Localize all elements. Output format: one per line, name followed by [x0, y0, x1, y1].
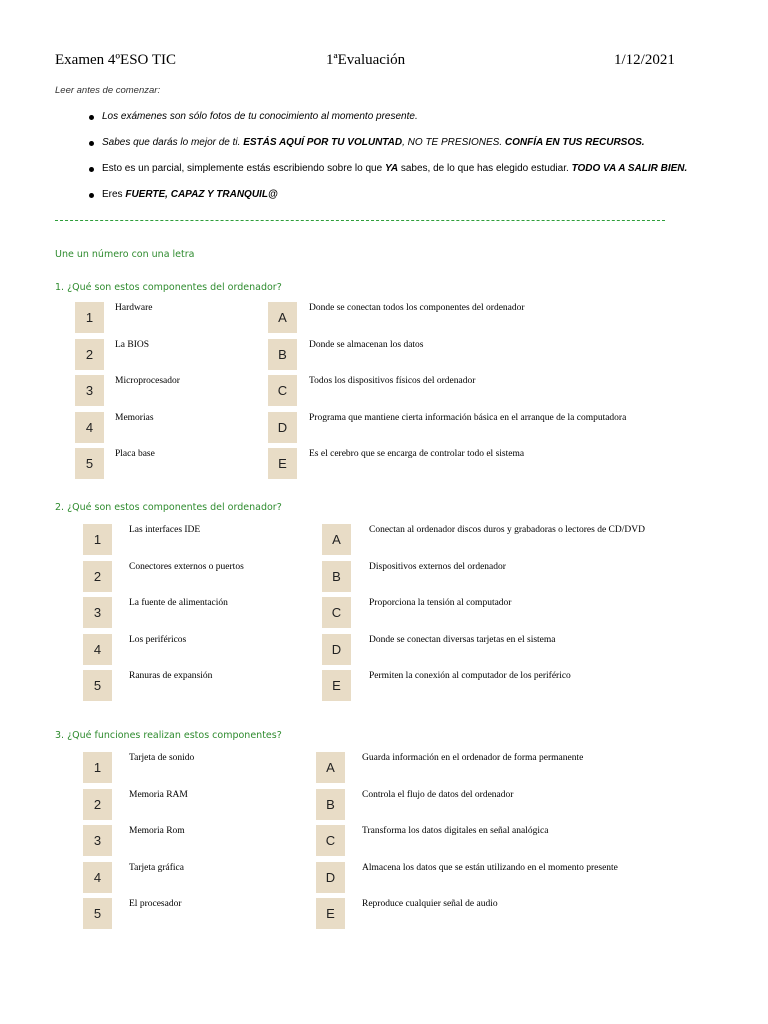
definition-label: Permiten la conexión al computador de los periférico — [369, 671, 571, 681]
number-box: 1 — [83, 752, 112, 783]
bullet-text: FUERTE, CAPAZ Y TRANQUIL@ — [125, 189, 278, 200]
intro-bullet-2 — [102, 137, 645, 148]
definition-label: Todos los dispositivos físicos del ordenador — [309, 376, 476, 386]
bullet-text: Los exámenes son sólo fotos de tu conocimiento al momento presente. — [102, 111, 418, 122]
number-box: 4 — [83, 634, 112, 665]
number-box: 4 — [75, 412, 104, 443]
term-label: La fuente de alimentación — [129, 598, 228, 608]
bullet-text: ESTÁS AQUÍ POR TU VOLUNTAD — [243, 137, 403, 148]
definition-label: Almacena los datos que se están utilizando en el momento presente — [362, 863, 618, 873]
bullet-text: Sabes que darás lo mejor de ti. — [102, 137, 244, 148]
definition-label: Programa que mantiene cierta información básica en el arranque de la computadora — [309, 413, 627, 423]
intro-bullet-1 — [102, 111, 418, 122]
letter-box: D — [322, 634, 351, 665]
letter-box: C — [268, 375, 297, 406]
term-label: El procesador — [129, 899, 182, 909]
term-label: Tarjeta gráfica — [129, 863, 184, 873]
bullet-text: TODO VA A SALIR BIEN. — [571, 163, 688, 174]
term-label: Memoria Rom — [129, 826, 185, 836]
letter-box: D — [268, 412, 297, 443]
bullet-text: Esto es un parcial, simplemente estás escribiendo sobre lo que — [102, 163, 385, 174]
definition-label: Guarda información en el ordenador de forma permanente — [362, 753, 584, 763]
term-label: Microprocesador — [115, 376, 180, 386]
intro-heading: Leer antes de comenzar: — [55, 85, 161, 96]
number-box: 3 — [75, 375, 104, 406]
bullet-text: CONFÍA EN TUS RECURSOS. — [504, 137, 645, 148]
letter-box: E — [322, 670, 351, 701]
letter-box: E — [268, 448, 297, 479]
definition-label: Transforma los datos digitales en señal analógica — [362, 826, 549, 836]
evaluation-label: 1ªEvaluación — [326, 52, 406, 68]
term-label: Los periféricos — [129, 635, 187, 645]
number-box: 2 — [83, 561, 112, 592]
number-box: 2 — [83, 789, 112, 820]
term-label: Memoria RAM — [129, 790, 188, 800]
bullet-text: sabes, de lo que has elegido estudiar. — [398, 163, 572, 174]
question-3-title: 3. ¿Qué funciones realizan estos componentes? — [55, 730, 282, 741]
letter-box: B — [322, 561, 351, 592]
question-1-title: 1. ¿Qué son estos componentes del ordenador? — [55, 282, 282, 293]
definition-label: Donde se conectan todos los componentes del ordenador — [309, 303, 525, 313]
letter-box: B — [268, 339, 297, 370]
letter-box: C — [322, 597, 351, 628]
number-box: 4 — [83, 862, 112, 893]
term-label: La BIOS — [115, 340, 150, 350]
exam-date: 1/12/2021 — [614, 52, 675, 68]
letter-box: B — [316, 789, 345, 820]
number-box: 1 — [75, 302, 104, 333]
number-box: 5 — [83, 670, 112, 701]
definition-label: Es el cerebro que se encarga de controlar todo el sistema — [309, 449, 525, 459]
exam-title: Examen 4ºESO TIC — [55, 52, 177, 68]
number-box: 5 — [83, 898, 112, 929]
definition-label: Proporciona la tensión al computador — [369, 598, 512, 608]
bullet-text: Eres — [102, 189, 126, 200]
number-box: 1 — [83, 524, 112, 555]
definition-label: Dispositivos externos del ordenador — [369, 562, 506, 572]
definition-label: Donde se conectan diversas tarjetas en el sistema — [369, 635, 556, 645]
definition-label: Controla el flujo de datos del ordenador — [362, 790, 514, 800]
bullet-text: YA — [384, 163, 399, 174]
term-label: Ranuras de expansión — [129, 671, 213, 681]
definition-label: Donde se almacenan los datos — [309, 340, 424, 350]
term-label: Hardware — [115, 303, 153, 313]
number-box: 2 — [75, 339, 104, 370]
letter-box: A — [322, 524, 351, 555]
section-divider — [55, 220, 665, 221]
number-box: 5 — [75, 448, 104, 479]
definition-label: Conectan al ordenador discos duros y grabadoras o lectores de CD/DVD — [369, 525, 645, 535]
term-label: Tarjeta de sonido — [129, 753, 195, 763]
definition-label: Reproduce cualquier señal de audio — [362, 899, 498, 909]
letter-box: D — [316, 862, 345, 893]
term-label: Conectores externos o puertos — [129, 562, 244, 572]
question-2-title: 2. ¿Qué son estos componentes del ordenador? — [55, 502, 282, 513]
term-label: Placa base — [115, 449, 155, 459]
bullet-text: , NO TE PRESIONES. — [402, 137, 505, 148]
letter-box: A — [316, 752, 345, 783]
intro-bullet-4 — [102, 189, 278, 200]
number-box: 3 — [83, 825, 112, 856]
intro-bullet-3 — [102, 163, 687, 174]
term-label: Memorias — [115, 413, 154, 423]
letter-box: E — [316, 898, 345, 929]
instruction-text: Une un número con una letra — [55, 249, 195, 260]
number-box: 3 — [83, 597, 112, 628]
letter-box: C — [316, 825, 345, 856]
letter-box: A — [268, 302, 297, 333]
term-label: Las interfaces IDE — [129, 525, 201, 535]
